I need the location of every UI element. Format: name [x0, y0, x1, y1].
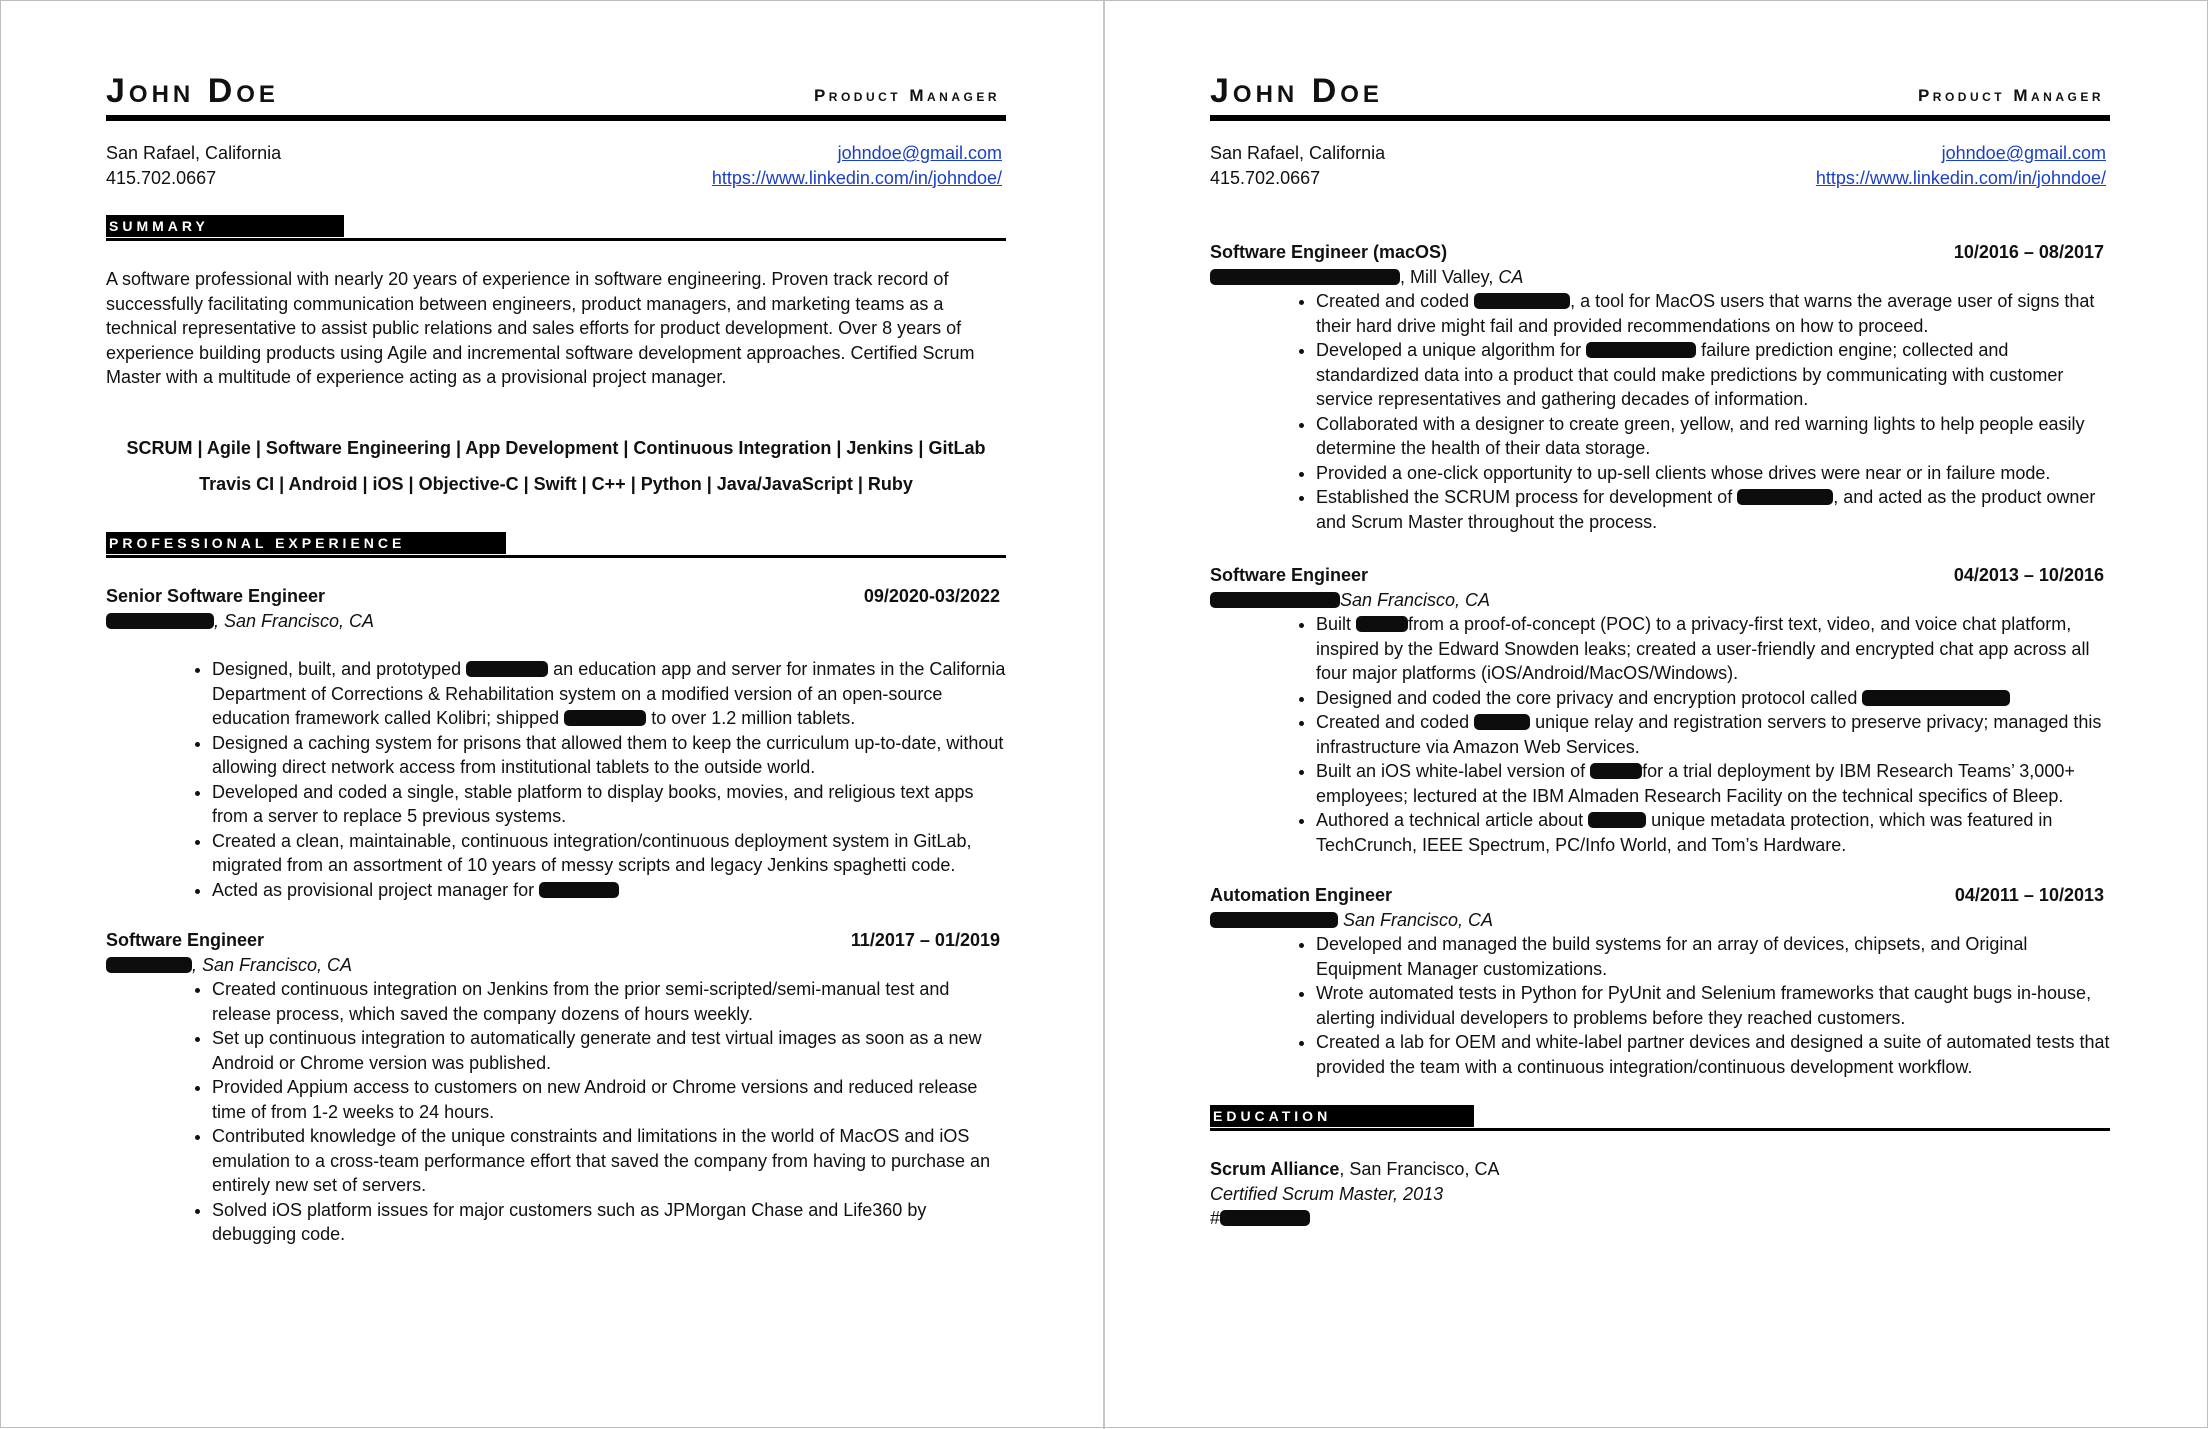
redaction-mark: [106, 613, 214, 629]
job-entry: [1210, 883, 2110, 1079]
section-label: PROFESSIONAL EXPERIENCE: [106, 532, 506, 554]
education-entry: [1210, 1157, 2110, 1231]
redaction-mark: [539, 882, 619, 898]
resume-page-1: [106, 1, 1006, 1429]
redaction-mark: [1210, 592, 1340, 608]
redaction-mark: [1590, 763, 1642, 779]
job-bullets: [1210, 289, 2110, 534]
list-item: • Provided a one-click opportunity to up-sell clients whose drives were near or in failure mode.: [1316, 461, 2110, 486]
linkedin-link[interactable]: https://www.linkedin.com/in/johndoe/: [711, 167, 1002, 188]
job-entry: [1210, 240, 2110, 534]
section-summary-header: [106, 215, 1006, 241]
job-entry: [106, 928, 1006, 1247]
list-item: • Set up continuous integration to automatically generate and test virtual images as soon as a new Android or Chrome version was published.: [212, 1026, 1006, 1075]
email-link[interactable]: johndoe@gmail.com: [837, 143, 1002, 163]
list-item: • Created a lab for OEM and white-label partner devices and designed a suite of automated tests that provided the team with a continuous integration/continuous development workflow.: [1316, 1030, 2110, 1079]
redaction-mark: [1220, 1210, 1310, 1226]
job-title: Software Engineer (macOS): [1210, 242, 1448, 262]
list-item: • Provided Appium access to customers on new Android or Chrome versions and reduced release time of from 1-2 weeks to 24 hours.: [212, 1075, 1006, 1124]
list-item: • Solved iOS platform issues for major customers such as JPMorgan Chase and Life360 by debugging code.: [212, 1198, 1006, 1247]
section-education-header: [1210, 1105, 2110, 1131]
job-dates: 10/2016 – 08/2017: [1953, 242, 2104, 262]
education-school: Scrum Alliance: [1210, 1159, 1340, 1179]
job-employer: , Mill Valley, CA: [1210, 265, 2110, 290]
redaction-mark: [466, 661, 548, 677]
email-link[interactable]: johndoe@gmail.com: [1941, 143, 2106, 163]
job-bullets: [106, 657, 1006, 902]
section-label: SUMMARY: [106, 215, 344, 237]
job-title: Software Engineer: [106, 930, 265, 950]
contact-city: San Rafael, California: [106, 143, 282, 163]
job-employer: , San Francisco, CA: [106, 953, 1006, 978]
job-title: Senior Software Engineer: [106, 586, 326, 606]
contact-right: [712, 141, 1002, 190]
job-dates: 09/2020-03/2022: [863, 586, 1000, 606]
contact-city: San Rafael, California: [1210, 143, 1386, 163]
redaction-mark: [1210, 912, 1338, 928]
contact-phone: 415.702.0667: [1210, 167, 1321, 188]
redaction-mark: [1862, 690, 2010, 706]
candidate-name: John Doe: [1210, 72, 1383, 110]
page-divider: [1103, 1, 1105, 1429]
page-header: [106, 71, 1006, 121]
contact-right: [1816, 141, 2106, 190]
job-dates: 11/2017 – 01/2019: [850, 930, 1000, 950]
list-item: • Developed and coded a single, stable platform to display books, movies, and religious text apps from a server to replace 5 previous systems.: [212, 780, 1006, 829]
job-bullets: [1210, 612, 2110, 857]
section-experience-header: [106, 532, 1006, 558]
redaction-mark: [1588, 812, 1646, 828]
redaction-mark: [1210, 269, 1400, 285]
redaction-mark: [564, 710, 646, 726]
list-item: • Established the SCRUM process for development of , and acted as the product owner and Scrum Master throughout the process.: [1316, 485, 2110, 534]
list-item: • Built an iOS white-label version of for a trial deployment by IBM Research Teams’ 3,000+ employees; lectured at the IBM Almaden Research Facility on the technical specifics of Bleep.: [1316, 759, 2110, 808]
job-dates: 04/2013 – 10/2016: [1953, 565, 2104, 585]
list-item: • Created a clean, maintainable, continuous integration/continuous deployment system in GitLab, migrated from an assortment of 10 years of messy scripts and legacy Jenkins spaghetti code.: [212, 829, 1006, 878]
page-header: [1210, 71, 2110, 121]
list-item: • Created continuous integration on Jenkins from the prior semi-scripted/semi-manual test and release process, which saved the company dozens of hours weekly.: [212, 977, 1006, 1026]
job-dates: 04/2011 – 10/2013: [1954, 885, 2104, 905]
education-id: #: [1210, 1206, 2110, 1231]
job-title: Software Engineer: [1210, 565, 1369, 585]
list-item: • Designed, built, and prototyped an education app and server for inmates in the California Department of Corrections & Rehabilitation system on a modified version of an open-source education framework called Kolibri; shipped to over 1.2 million tablets.: [212, 657, 1006, 731]
linkedin-link[interactable]: https://www.linkedin.com/in/johndoe/: [1815, 167, 2106, 188]
list-item: • Designed and coded the core privacy and encryption protocol called: [1316, 686, 2110, 711]
list-item: • Wrote automated tests in Python for PyUnit and Selenium frameworks that caught bugs in-house, alerting individual developers to problems before they reached customers.: [1316, 981, 2110, 1030]
list-item: • Contributed knowledge of the unique constraints and limitations in the world of MacOS and iOS emulation to a cross-team performance effort that saved the company from having to purchase an entirely new set of servers.: [212, 1124, 1006, 1198]
list-item: • Authored a technical article about unique metadata protection, which was featured in TechCrunch, IEEE Spectrum, PC/Info World, and Tom’s Hardware.: [1316, 808, 2110, 857]
list-item: • Developed a unique algorithm for failure prediction engine; collected and standardized data into a product that could make predictions by communicating with customer service representatives and gathering decades of information.: [1316, 338, 2110, 412]
list-item: • Created and coded unique relay and registration servers to preserve privacy; managed this infrastructure via Amazon Web Services.: [1316, 710, 2110, 759]
job-bullets: [106, 977, 1006, 1247]
contact-phone: 415.702.0667: [106, 167, 217, 188]
list-item: • Built from a proof-of-concept (POC) to a privacy-first text, video, and voice chat platform, inspired by the Edward Snowden leaks; created a user-friendly and encrypted chat app across all four major platforms (iOS/Android/MacOS/Windows).: [1316, 612, 2110, 686]
skills-block: [106, 430, 1006, 502]
job-title: Automation Engineer: [1210, 885, 1393, 905]
job-employer: , San Francisco, CA: [106, 609, 1006, 634]
job-entry: [106, 584, 1006, 902]
redaction-mark: [1737, 489, 1833, 505]
list-item: • Developed and managed the build systems for an array of devices, chipsets, and Original Equipment Manager customizations.: [1316, 932, 2110, 981]
summary-paragraph: A software professional with nearly 20 years of experience in software engineering. Proven track record of successfully facilitating communication between engineers, product managers, and marketing teams as a technical representative to assist public relations and sales efforts for product development. Over 8 years of experience building products using Agile and incremental software development approaches. Certified Scrum Master with a multitude of experience acting as a provisional project manager.: [106, 269, 975, 387]
education-credential: Certified Scrum Master, 2013: [1210, 1183, 1444, 1204]
skills-line-1: SCRUM | Agile | Software Engineering | App Development | Continuous Integration | Jenkins | GitLab: [126, 438, 986, 458]
list-item: • Created and coded , a tool for MacOS users that warns the average user of signs that their hard drive might fail and provided recommendations on how to proceed.: [1316, 289, 2110, 338]
redaction-mark: [1586, 342, 1696, 358]
list-item: • Acted as provisional project manager for: [212, 878, 1006, 903]
resume-page-2: [1210, 1, 2110, 1429]
redaction-mark: [106, 957, 192, 973]
redaction-mark: [1356, 616, 1408, 632]
list-item: • Collaborated with a designer to create green, yellow, and red warning lights to help people easily determine the health of their data storage.: [1316, 412, 2110, 461]
job-employer: San Francisco, CA: [1210, 908, 2110, 933]
candidate-name: John Doe: [106, 72, 279, 110]
skills-line-2: Travis CI | Android | iOS | Objective-C | Swift | C++ | Python | Java/JavaScript | Ruby: [199, 474, 913, 494]
candidate-role: Product Manager: [1917, 86, 2104, 105]
contact-left: [1210, 141, 1385, 190]
job-employer: San Francisco, CA: [1210, 588, 2110, 613]
education-location: , San Francisco, CA: [1339, 1159, 1500, 1179]
redaction-mark: [1474, 293, 1570, 309]
redaction-mark: [1474, 714, 1530, 730]
list-item: • Designed a caching system for prisons that allowed them to keep the curriculum up-to-date, without allowing direct network access from institutional tablets to the outside world.: [212, 731, 1006, 780]
contact-left: [106, 141, 281, 190]
job-entry: [1210, 563, 2110, 857]
candidate-role: Product Manager: [813, 86, 1000, 105]
job-bullets: [1210, 932, 2110, 1079]
section-label: EDUCATION: [1210, 1105, 1474, 1127]
